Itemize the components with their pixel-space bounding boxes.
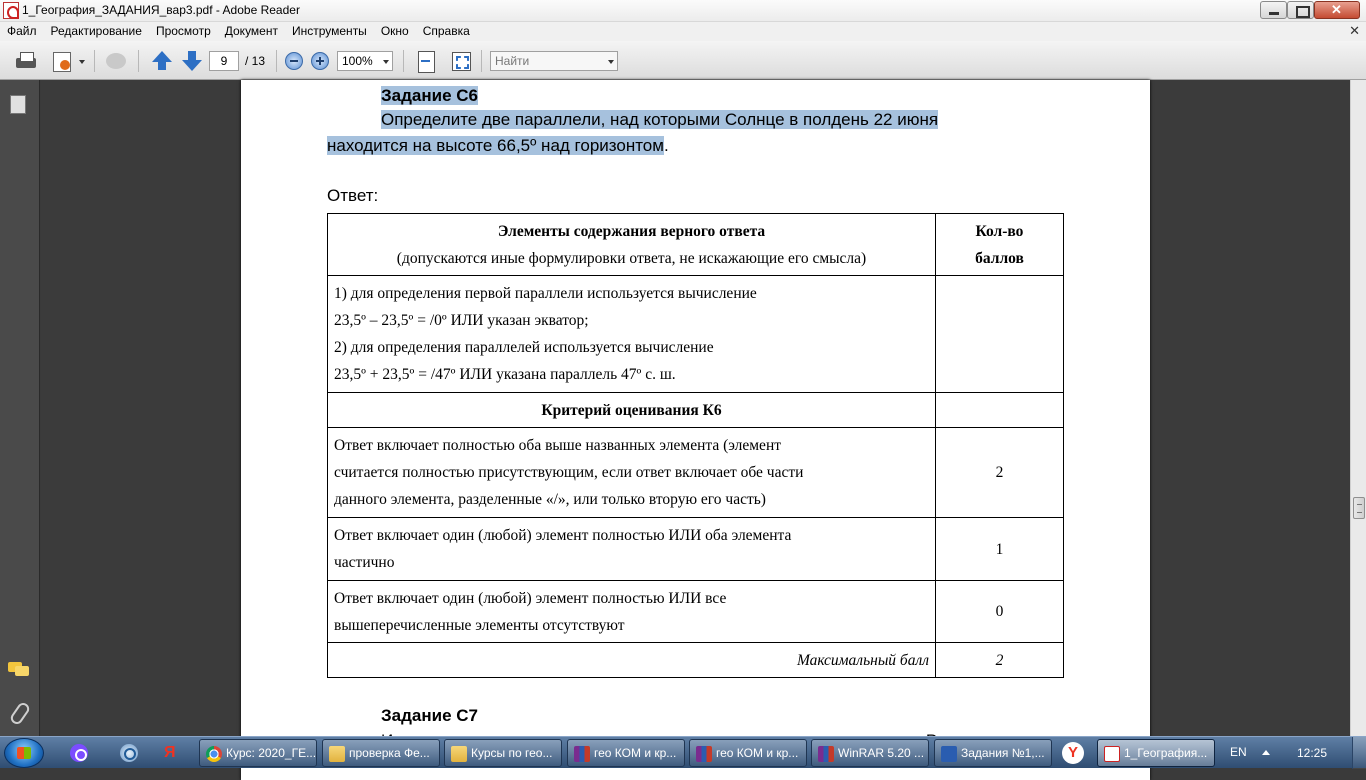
previous-page-icon[interactable] bbox=[150, 50, 174, 72]
taskbar-item-winrar[interactable]: WinRAR 5.20 ... bbox=[811, 739, 929, 767]
menu-edit[interactable]: Редактирование bbox=[50, 24, 142, 38]
menu-tools[interactable]: Инструменты bbox=[291, 24, 367, 38]
task6-text-line1: Определите две параллели, над которыми Солнце в полдень 22 июня bbox=[381, 110, 939, 129]
minimize-button[interactable] bbox=[1260, 1, 1287, 19]
header-elements-cell: Элементы содержания верного ответа (допускаются иные формулировки ответа, не искажающие его смысла) bbox=[328, 214, 936, 276]
table-row bbox=[328, 428, 1064, 518]
menu-file[interactable]: Файл bbox=[7, 24, 37, 38]
next-page-icon[interactable] bbox=[180, 50, 204, 72]
max-score-row bbox=[328, 643, 1064, 678]
chevron-down-icon[interactable] bbox=[608, 60, 614, 64]
toolbar-divider bbox=[138, 50, 139, 72]
share-icon[interactable] bbox=[50, 50, 74, 72]
taskbar-item-folder[interactable]: Курсы по гео... bbox=[444, 739, 562, 767]
yandex-browser-icon[interactable]: Y bbox=[1062, 742, 1084, 764]
answer-elements-cell: 1) для определения первой параллели используется вычисление 23,5º – 23,5º = /0º ИЛИ указан экватор; 2) для определения параллелей используется вычисление 23,5º + 23,5º = /47º ИЛИ указана параллель 47º с. ш. bbox=[328, 276, 936, 393]
show-desktop-button[interactable] bbox=[1352, 737, 1366, 769]
criterion-score-cell: 0 bbox=[936, 581, 1064, 643]
criterion-score-cell: 1 bbox=[936, 518, 1064, 581]
header-score-cell: Кол-во баллов bbox=[936, 214, 1064, 276]
task6-heading: Задание С6 bbox=[381, 86, 478, 105]
maximize-button[interactable] bbox=[1287, 1, 1314, 19]
winrar-icon bbox=[818, 746, 834, 762]
menu-bar bbox=[0, 22, 1366, 41]
menu-view[interactable]: Просмотр bbox=[155, 24, 211, 38]
taskbar bbox=[0, 736, 1366, 768]
start-button[interactable] bbox=[4, 738, 44, 768]
language-indicator[interactable]: EN bbox=[1230, 745, 1247, 759]
title-bar bbox=[0, 0, 1366, 22]
pdf-icon bbox=[1104, 746, 1120, 762]
toolbar-divider bbox=[481, 50, 482, 72]
table-header-row bbox=[328, 214, 1064, 276]
clock[interactable]: 12:25 bbox=[1297, 746, 1328, 760]
criterion-title-cell: Критерий оценивания К6 bbox=[328, 393, 936, 428]
taskbar-item-adobe-reader[interactable]: 1_География... bbox=[1097, 739, 1215, 767]
comments-icon[interactable] bbox=[8, 662, 30, 676]
folder-icon bbox=[451, 746, 467, 762]
browser-icon[interactable] bbox=[120, 744, 138, 762]
criterion-text-cell: Ответ включает полностью оба выше названных элемента (элемент считается полностью присутствующим, если ответ включает обе части данного элемента, разделенные «/», или только вторую его часть) bbox=[328, 428, 936, 518]
vertical-scrollbar[interactable] bbox=[1350, 80, 1366, 736]
taskbar-item-winrar[interactable]: гео КОМ и кр... bbox=[567, 739, 685, 767]
chevron-down-icon bbox=[383, 60, 389, 64]
show-hidden-icons-icon[interactable] bbox=[1262, 750, 1270, 755]
criteria-table bbox=[327, 213, 1064, 678]
page-total: / 13 bbox=[245, 54, 266, 68]
criterion-score-cell bbox=[936, 393, 1064, 428]
menu-help[interactable]: Справка bbox=[422, 24, 470, 38]
answer-score-cell bbox=[936, 276, 1064, 393]
menu-window[interactable]: Окно bbox=[380, 24, 409, 38]
fit-page-icon[interactable] bbox=[414, 50, 438, 72]
toolbar-divider bbox=[94, 50, 95, 72]
close-button[interactable] bbox=[1314, 1, 1360, 19]
yandex-icon[interactable]: Я bbox=[164, 744, 176, 761]
page-thumbnails-icon[interactable] bbox=[10, 95, 26, 114]
find-placeholder: Найти bbox=[495, 54, 530, 68]
taskbar-item-chrome[interactable]: Курс: 2020_ГЕ... bbox=[199, 739, 317, 767]
task7-heading: Задание С7 bbox=[381, 706, 478, 725]
max-score-label: Максимальный балл bbox=[328, 643, 936, 678]
attachments-icon[interactable] bbox=[9, 701, 29, 723]
max-score-value: 2 bbox=[936, 643, 1064, 678]
chrome-icon bbox=[206, 746, 222, 762]
close-document-icon[interactable]: ✕ bbox=[1349, 23, 1360, 38]
table-row bbox=[328, 518, 1064, 581]
taskbar-item-folder[interactable]: проверка Фе... bbox=[322, 739, 440, 767]
toolbar-divider bbox=[403, 50, 404, 72]
alice-icon[interactable] bbox=[70, 744, 88, 762]
criterion-score-cell: 2 bbox=[936, 428, 1064, 518]
table-row bbox=[328, 581, 1064, 643]
share-dropdown-icon[interactable] bbox=[79, 60, 85, 64]
pdf-page bbox=[241, 80, 1150, 780]
answer-elements-row bbox=[328, 276, 1064, 393]
toolbar-divider bbox=[276, 50, 277, 72]
winrar-icon bbox=[574, 746, 590, 762]
criterion-text-cell: Ответ включает один (любой) элемент полностью ИЛИ оба элемента частично bbox=[328, 518, 936, 581]
page-number-input[interactable]: 9 bbox=[209, 51, 239, 71]
print-icon[interactable] bbox=[14, 50, 38, 72]
zoom-in-icon[interactable] bbox=[311, 52, 329, 70]
taskbar-item-word[interactable]: Задания №1,... bbox=[934, 739, 1052, 767]
folder-icon bbox=[329, 746, 345, 762]
toolbar bbox=[0, 41, 1366, 80]
navigation-pane bbox=[0, 80, 40, 736]
window-title: 1_География_ЗАДАНИЯ_вар3.pdf - Adobe Reader bbox=[22, 3, 300, 17]
criterion-title-row bbox=[328, 393, 1064, 428]
menu-document[interactable]: Документ bbox=[224, 24, 278, 38]
scrollbar-thumb[interactable] bbox=[1353, 497, 1365, 519]
zoom-select[interactable] bbox=[337, 51, 393, 71]
zoom-value: 100% bbox=[342, 54, 373, 68]
adobe-reader-icon bbox=[3, 2, 19, 19]
comment-icon[interactable] bbox=[104, 50, 128, 72]
fit-width-icon[interactable] bbox=[449, 50, 473, 72]
find-input[interactable] bbox=[490, 51, 618, 71]
document-viewport[interactable] bbox=[41, 80, 1350, 736]
zoom-out-icon[interactable] bbox=[285, 52, 303, 70]
taskbar-item-winrar[interactable]: гео КОМ и кр... bbox=[689, 739, 807, 767]
answer-label: Ответ: bbox=[327, 186, 379, 205]
task6-text-line2: находится на высоте 66,5º над горизонтом. bbox=[327, 136, 669, 155]
word-icon bbox=[941, 746, 957, 762]
winrar-icon bbox=[696, 746, 712, 762]
criterion-text-cell: Ответ включает один (любой) элемент полностью ИЛИ все вышеперечисленные элементы отсутствуют bbox=[328, 581, 936, 643]
